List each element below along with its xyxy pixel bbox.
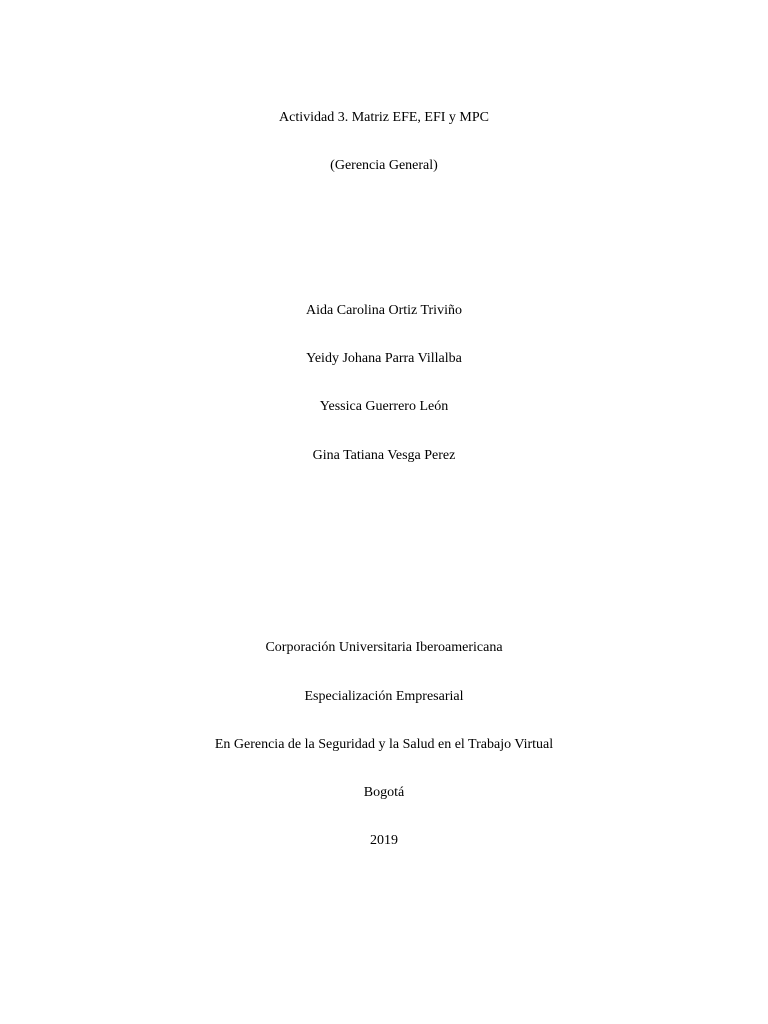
program-name: Especialización Empresarial (304, 689, 464, 704)
author-name: Yessica Guerrero León (319, 399, 449, 414)
author-name: Yeidy Johana Parra Villalba (306, 351, 462, 366)
document-subtitle: (Gerencia General) (330, 158, 438, 173)
institution-name: Corporación Universitaria Iberoamericana (265, 640, 503, 655)
specialization-name: En Gerencia de la Seguridad y la Salud en el Trabajo Virtual (214, 737, 554, 752)
author-name: Aida Carolina Ortiz Triviño (306, 303, 462, 318)
document-title: Actividad 3. Matriz EFE, EFI y MPC (279, 110, 489, 125)
author-name: Gina Tatiana Vesga Perez (312, 448, 456, 463)
city-name: Bogotá (363, 785, 405, 800)
document-year: 2019 (370, 833, 398, 848)
